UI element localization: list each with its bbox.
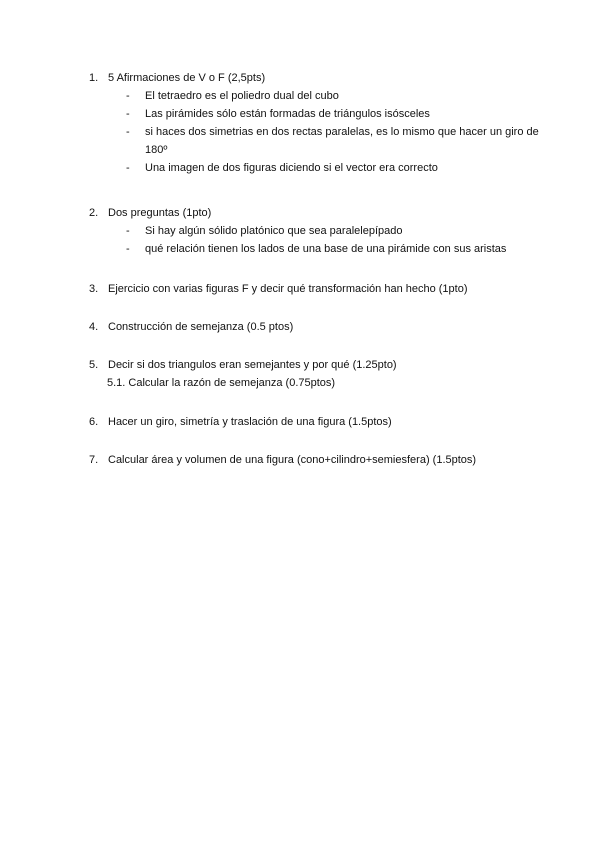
item-number: 2. (89, 207, 99, 219)
list-item-5 (89, 356, 559, 392)
sub-list (89, 87, 559, 177)
sub-item (89, 240, 559, 258)
item-text: Hacer un giro, simetría y traslación de una figura (1.5ptos) (108, 416, 392, 428)
dash-marker: - (126, 225, 130, 237)
item-text: Decir si dos triangulos eran semejantes y por qué (1.25pto) (108, 359, 397, 371)
sub-item-text: Las pirámides sólo están formadas de triángulos isósceles (145, 108, 430, 120)
dash-marker: - (126, 108, 130, 120)
dash-marker: - (126, 243, 130, 255)
item-number: 4. (89, 321, 99, 333)
list-item-3 (89, 280, 559, 298)
item-text: Calcular área y volumen de una figura (cono+cilindro+semiesfera) (1.5ptos) (108, 454, 477, 466)
sub-item-text: Si hay algún sólido platónico que sea paralelepípado (145, 225, 403, 237)
item-text: Dos preguntas (1pto) (108, 207, 212, 219)
item-text: Construcción de semejanza (0.5 ptos) (108, 321, 294, 333)
item-number: 5. (89, 359, 99, 371)
dash-marker: - (126, 90, 130, 102)
list-item-1 (89, 69, 559, 177)
sub-numbered-item: 5.1. Calcular la razón de semejanza (0.75ptos) (107, 377, 336, 389)
item-number: 6. (89, 416, 99, 428)
dash-marker: - (126, 126, 130, 138)
sub-item-text: El tetraedro es el poliedro dual del cubo (145, 90, 339, 102)
sub-item (89, 159, 559, 177)
dash-marker: - (126, 162, 130, 174)
item-number: 7. (89, 454, 99, 466)
list-item-6 (89, 413, 559, 431)
sub-item-text: Una imagen de dos figuras diciendo si el vector era correcto (145, 162, 438, 174)
sub-item-text: qué relación tienen los lados de una base de una pirámide con sus aristas (145, 243, 507, 255)
item-text: 5 Afirmaciones de V o F (2,5pts) (108, 72, 266, 84)
list-item-4 (89, 318, 559, 336)
sub-item (89, 123, 559, 159)
sub-list (89, 222, 559, 258)
item-number: 3. (89, 283, 99, 295)
item-text: Ejercicio con varias figuras F y decir qué transformación han hecho (1pto) (108, 283, 468, 295)
list-item-7 (89, 451, 559, 469)
sub-item (89, 105, 559, 123)
item-number: 1. (89, 72, 99, 84)
list-item-2 (89, 204, 559, 258)
sub-item (89, 222, 559, 240)
sub-item-text: si haces dos simetrias en dos rectas paralelas, es lo mismo que hacer un giro de 180º (145, 126, 539, 156)
sub-item (89, 87, 559, 105)
